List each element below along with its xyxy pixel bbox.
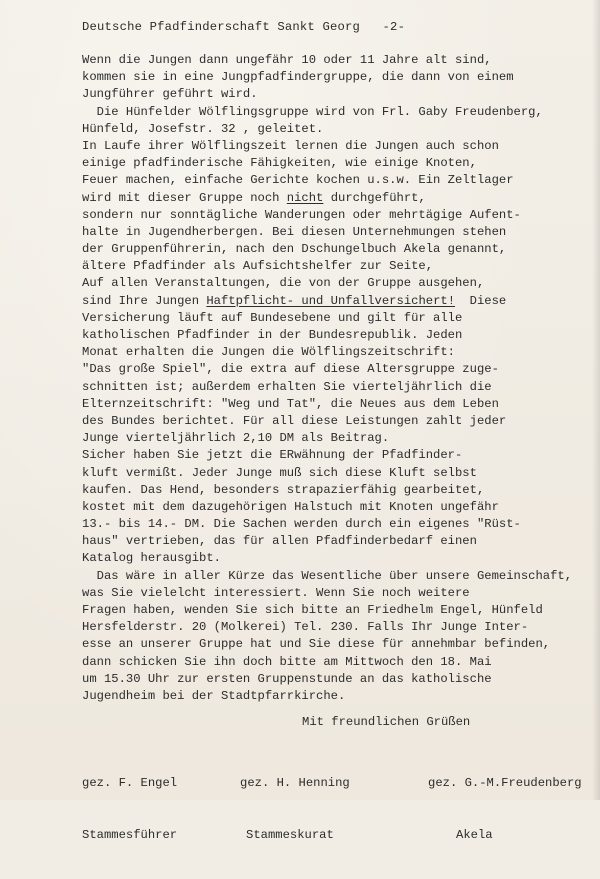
- page-edge-shadow: [592, 0, 600, 800]
- signature-block-henning: [240, 740, 350, 879]
- text-line: Monat erhalten die Jungen die Wölflingszeitschrift:: [82, 345, 455, 360]
- signature-block-freudenberg: [428, 740, 582, 879]
- signature-name: gez. F. Engel: [82, 775, 178, 790]
- signature-name: gez. H. Henning: [240, 775, 350, 790]
- letter-body: [82, 52, 582, 705]
- text-line: was Sie vielelcht interessiert. Wenn Sie noch weitere: [82, 585, 470, 600]
- text-line: "Das große Spiel", die extra auf diese Altersgruppe zuge-: [82, 362, 499, 377]
- text-line-underlined-nicht: wird mit dieser Gruppe noch nicht durchgeführt,: [82, 190, 426, 205]
- text-line: haus" vertrieben, das für allen Pfadfinderbedarf einen: [82, 534, 477, 549]
- text-line: Fragen haben, wenden Sie sich bitte an Friedhelm Engel, Hünfeld: [82, 603, 543, 617]
- underlined-phrase: nicht: [286, 190, 324, 205]
- text-line: Auf allen Veranstaltungen, die von der Gruppe ausgehen,: [82, 276, 485, 291]
- text-line: Jugendheim bei der Stadtpfarrkirche.: [82, 688, 346, 703]
- text-line-underlined-insurance: sind Ihre Jungen Haftpflicht- und Unfallversichert! Diese: [82, 293, 507, 308]
- text-line: katholischen Pfadfinder in der Bundesrepublik. Jeden: [82, 328, 463, 342]
- signature-role: Akela: [456, 828, 493, 843]
- text-line: Hünfeld, Josefstr. 32 , geleitet.: [82, 121, 324, 136]
- text-line: des Bundes berichtet. Für all diese Leistungen zahlt jeder: [82, 413, 507, 428]
- text-line: In Laufe ihrer Wölflingszeit lernen die Jungen auch schon: [82, 138, 499, 153]
- text-line: ältere Pfadfinder als Aufsichtshelfer zur Seite,: [82, 259, 434, 274]
- text-line: halte in Jugendherbergen. Bei diesen Unternehmungen stehen: [82, 224, 507, 239]
- text-line: der Gruppenführerin, nach den Dschungelbuch Akela genannt,: [82, 242, 507, 257]
- text-line: 13.- bis 14.- DM. Die Sachen werden durch ein eigenes "Rüst-: [82, 517, 521, 532]
- text-line: Junge vierteljährlich 2,10 DM als Beitrag.: [82, 431, 390, 446]
- text-line: Sicher haben Sie jetzt die ERwähnung der Pfadfinder-: [82, 448, 463, 463]
- signature-name: gez. G.-M.Freudenberg: [428, 775, 582, 790]
- text-line: kaufen. Das Hend, besonders strapazierfähig gearbeitet,: [82, 482, 485, 497]
- text-line: Katalog herausgibt.: [82, 551, 221, 566]
- text-line: Feuer machen, einfache Gerichte kochen u.s.w. Ein Zeltlager: [82, 173, 514, 188]
- text-line: um 15.30 Uhr zur ersten Gruppenstunde an das katholische: [82, 671, 492, 686]
- text-line: Versicherung läuft auf Bundesebene und gilt für alle: [82, 310, 463, 325]
- text-line: Wenn die Jungen dann ungefähr 10 oder 11 Jahre alt sind,: [82, 53, 492, 67]
- page-header: Deutsche Pfadfinderschaft Sankt Georg -2-: [82, 20, 406, 34]
- text-line: kluft vermißt. Jeder Junge muß sich diese Kluft selbst: [82, 465, 477, 480]
- text-line: sondern nur sonntägliche Wanderungen oder mehrtägige Aufent-: [82, 207, 521, 222]
- text-line: Jungführer geführt wird.: [82, 87, 258, 102]
- text-line: esse an unserer Gruppe hat und Sie diese für annehmbar befinden,: [82, 637, 551, 652]
- text-line: kommen sie in eine Jungpfadfindergruppe, die dann von einem: [82, 70, 514, 85]
- text-line: Das wäre in aller Kürze das Wesentliche über unsere Gemeinschaft,: [82, 568, 573, 583]
- text-line: Die Hünfelder Wölflingsgruppe wird von Frl. Gaby Freudenberg,: [82, 104, 543, 119]
- signature-role: Stammesführer: [82, 828, 178, 843]
- text-line: einige pfadfinderische Fähigkeiten, wie einige Knoten,: [82, 156, 477, 171]
- text-line: Hersfelderstr. 20 (Molkerei) Tel. 230. Falls Ihr Junge Inter-: [82, 620, 529, 635]
- text-line: dann schicken Sie ihn doch bitte am Mittwoch den 18. Mai: [82, 654, 492, 669]
- text-line: schnitten ist; außerdem erhalten Sie vierteljährlich die: [82, 379, 492, 394]
- closing-salutation: Mit freundlichen Grüßen: [302, 715, 471, 729]
- signature-role: Stammeskurat: [246, 828, 334, 843]
- underlined-phrase: Haftpflicht- und Unfallversichert!: [206, 293, 456, 308]
- text-line: Elternzeitschrift: "Weg und Tat", die Neues aus dem Leben: [82, 396, 499, 411]
- signature-block-engel: [82, 740, 177, 879]
- text-line: kostet mit dem dazugehörigen Halstuch mit Knoten ungefähr: [82, 499, 499, 514]
